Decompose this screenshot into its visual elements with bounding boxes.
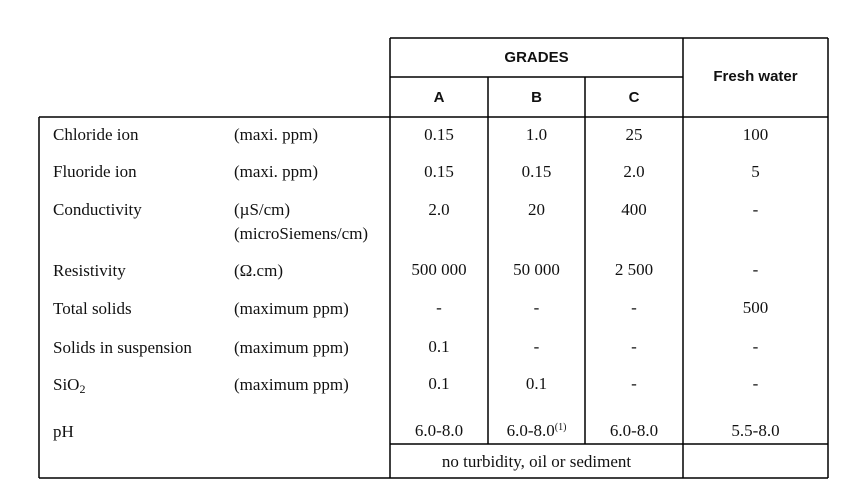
- cell-chloride-fresh: 100: [742, 125, 769, 144]
- cell-ph-fresh: 5.5-8.0: [731, 421, 780, 440]
- cell-resistivity-a: 500 000: [411, 260, 467, 279]
- cell-sio2-a: 0.1: [428, 374, 450, 393]
- cell-fluoride-a: 0.15: [424, 162, 454, 181]
- row-unit-sio2: (maximum ppm): [234, 375, 349, 394]
- cell-conductivity-c: 400: [621, 200, 647, 219]
- row-name-fluoride: Fluoride ion: [53, 162, 137, 181]
- cell-total-solids-c: -: [631, 298, 637, 317]
- footer-note: no turbidity, oil or sediment: [441, 452, 632, 471]
- cell-resistivity-fresh: -: [752, 260, 759, 279]
- grade-a-header: A: [433, 89, 445, 106]
- row-unit-conductivity-long: (microSiemens/cm): [234, 224, 369, 243]
- cell-conductivity-a: 2.0: [428, 200, 450, 219]
- cell-solids-suspension-b: -: [533, 337, 540, 356]
- cell-conductivity-b: 20: [528, 200, 545, 219]
- cell-fluoride-b: 0.15: [521, 162, 552, 181]
- row-unit-solids-suspension: (maximum ppm): [234, 338, 349, 357]
- cell-sio2-c: -: [631, 374, 637, 393]
- fresh-water-header: Fresh water: [713, 68, 798, 85]
- cell-resistivity-b: 50 000: [513, 260, 560, 279]
- cell-sio2-fresh: -: [752, 374, 759, 393]
- cell-ph-b: [488, 421, 585, 441]
- row-name-chloride: Chloride ion: [53, 125, 139, 144]
- row-unit-conductivity: (µS/cm): [234, 200, 291, 219]
- row-unit-fluoride: (maxi. ppm): [234, 162, 319, 181]
- cell-sio2-b: 0.1: [525, 374, 548, 393]
- cell-fluoride-c: 2.0: [623, 162, 645, 181]
- cell-ph-a: 6.0-8.0: [414, 421, 464, 440]
- row-unit-total-solids: (maximum ppm): [234, 299, 349, 318]
- cell-chloride-c: 25: [625, 125, 643, 144]
- sio2-main: SiO: [53, 375, 80, 394]
- cell-fluoride-fresh: 5: [751, 162, 760, 181]
- cell-solids-suspension-c: -: [631, 337, 637, 356]
- row-name-sio2: [53, 375, 85, 397]
- row-name-resistivity: Resistivity: [53, 261, 126, 280]
- cell-total-solids-fresh: 500: [742, 298, 769, 317]
- cell-solids-suspension-a: 0.1: [428, 337, 450, 356]
- cell-resistivity-c: 2 500: [614, 260, 654, 279]
- row-name-conductivity: Conductivity: [53, 200, 142, 219]
- grade-b-header: B: [531, 89, 542, 106]
- cell-total-solids-b: -: [533, 298, 540, 317]
- row-name-solids-suspension: Solids in suspension: [53, 338, 192, 357]
- ph-b-value: 6.0-8.0: [506, 421, 555, 440]
- cell-chloride-a: 0.15: [424, 125, 454, 144]
- row-name-ph: pH: [53, 422, 74, 441]
- row-unit-resistivity: (Ω.cm): [234, 261, 283, 280]
- cell-solids-suspension-fresh: -: [752, 337, 759, 356]
- grades-header: GRADES: [504, 49, 569, 66]
- cell-ph-c: 6.0-8.0: [609, 421, 659, 440]
- cell-conductivity-fresh: -: [752, 200, 759, 219]
- sio2-subscript: 2: [79, 382, 86, 396]
- footnote-marker: (1): [554, 422, 567, 433]
- cell-chloride-b: 1.0: [525, 125, 548, 144]
- grade-c-header: C: [628, 89, 640, 106]
- row-name-total-solids: Total solids: [53, 299, 132, 318]
- cell-total-solids-a: -: [436, 298, 442, 317]
- row-unit-chloride: (maxi. ppm): [234, 125, 319, 144]
